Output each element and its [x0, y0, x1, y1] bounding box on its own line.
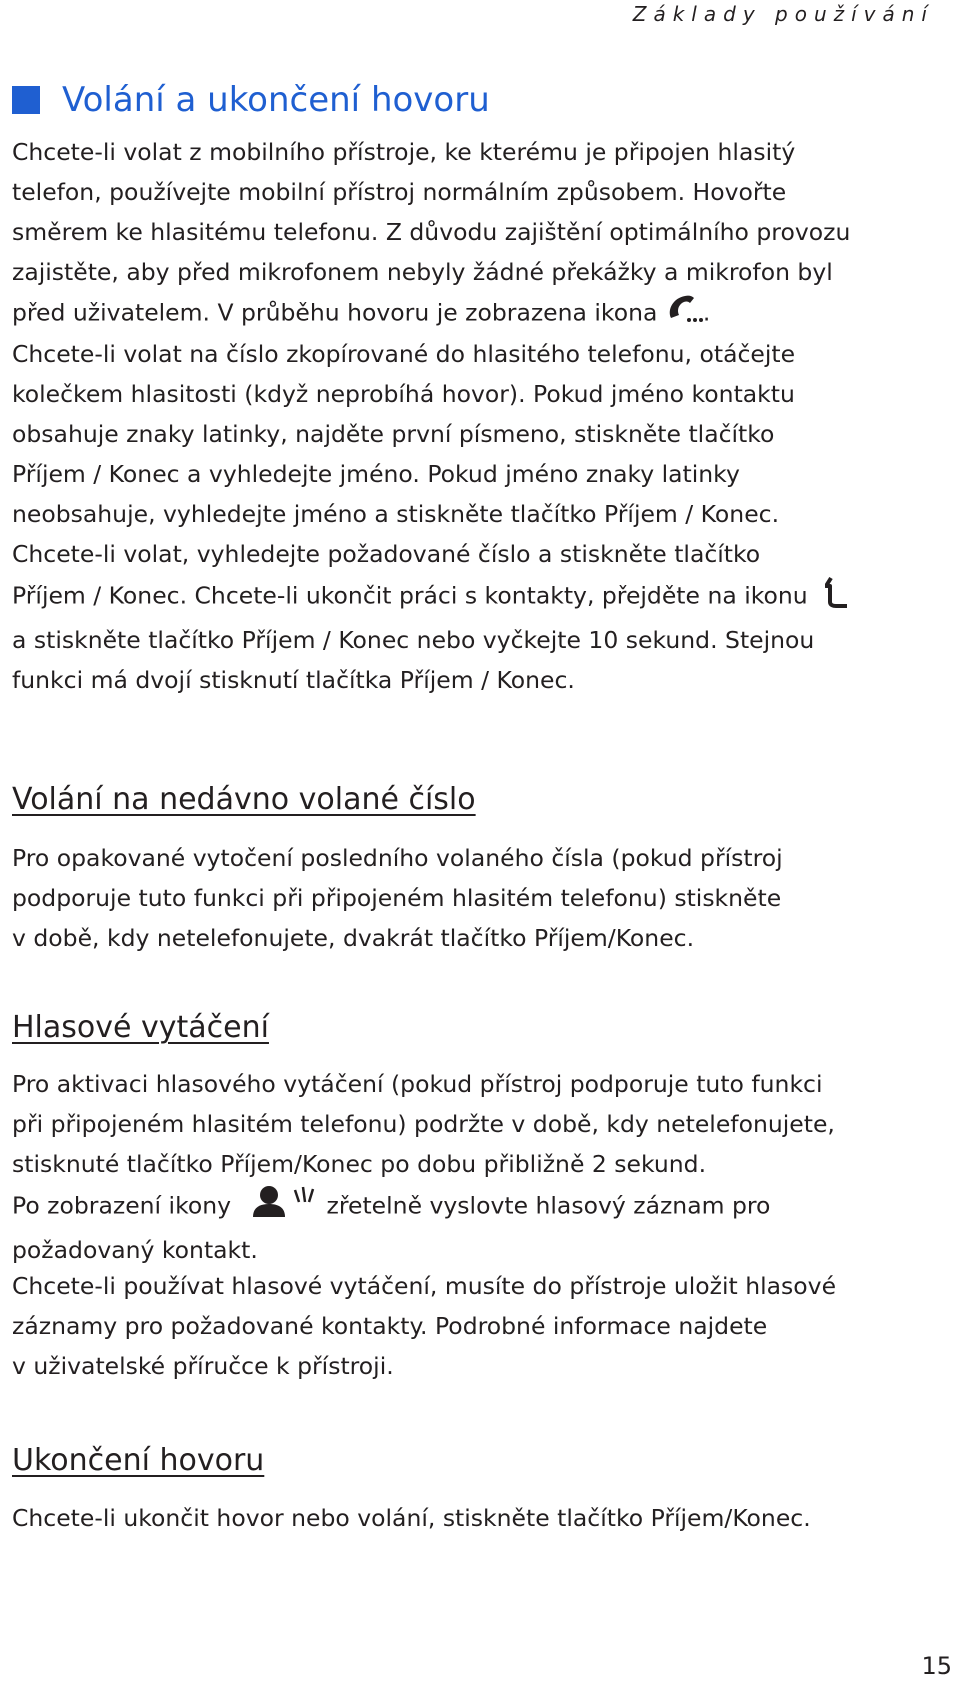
paragraph-end-call: [12, 1498, 942, 1538]
paragraph-voice-dialing: [12, 1064, 942, 1270]
text-line: Příjem / Konec a vyhledejte jméno. Pokud jméno znaky latinky: [12, 460, 740, 488]
text-line: při připojeném hlasitém telefonu) podržte v době, kdy netelefonujete,: [12, 1110, 835, 1138]
text-line: telefon, používejte mobilní přístroj normálním způsobem. Hovořte: [12, 178, 787, 206]
paragraph-voice-dialing-setup: [12, 1266, 942, 1386]
text-line: kolečkem hlasitosti (když neprobíhá hovor). Pokud jméno kontaktu: [12, 380, 795, 408]
text-line: Pro opakované vytočení posledního volaného čísla (pokud přístroj: [12, 844, 783, 872]
paragraph-redial: [12, 838, 942, 958]
text-line: funkci má dvojí stisknutí tlačítka Příjem / Konec.: [12, 666, 575, 694]
section-title-redial: Volání na nedávno volané číslo: [12, 782, 476, 817]
voice-dialing-icon: [247, 1184, 319, 1230]
text-line: požadovaný kontakt.: [12, 1236, 258, 1264]
section-title-calling: [12, 80, 490, 120]
heading-square-bullet: [12, 86, 40, 114]
text-line: Chcete-li volat na číslo zkopírované do hlasitého telefonu, otáčejte: [12, 340, 796, 368]
section-title-voice-dialing: Hlasové vytáčení: [12, 1010, 269, 1045]
text-line: záznamy pro požadované kontakty. Podrobné informace najdete: [12, 1312, 768, 1340]
text-line: zajistěte, aby před mikrofonem nebyly žádné překážky a mikrofon byl: [12, 258, 833, 286]
text-line: Chcete-li volat, vyhledejte požadované číslo a stiskněte tlačítko: [12, 540, 761, 568]
text-line: Pro aktivaci hlasového vytáčení (pokud přístroj podporuje tuto funkci: [12, 1070, 823, 1098]
text-line: neobsahuje, vyhledejte jméno a stiskněte tlačítko Příjem / Konec.: [12, 500, 780, 528]
text-line-with-icon: [12, 292, 942, 336]
phone-handset-icon: [665, 292, 703, 336]
page-number: 15: [921, 1652, 952, 1680]
text-line: Chcete-li používat hlasové vytáčení, musíte do přístroje uložit hlasové: [12, 1272, 837, 1300]
paragraph-calling-contacts: [12, 334, 942, 700]
text-line: v době, kdy netelefonujete, dvakrát tlačítko Příjem/Konec.: [12, 924, 695, 952]
section-title-calling-text: Volání a ukončení hovoru: [62, 80, 490, 120]
text-line: v uživatelské příručce k přístroji.: [12, 1352, 394, 1380]
text-fragment: Po zobrazení ikony: [12, 1191, 232, 1220]
text-line: směrem ke hlasitému telefonu. Z důvodu zajištění optimálního provozu: [12, 218, 851, 246]
text-line-with-icon: [12, 574, 942, 620]
text-fragment: Příjem / Konec. Chcete-li ukončit práci s kontakty, přejděte na ikonu: [12, 581, 808, 610]
text-fragment: .: [702, 298, 711, 327]
text-line-with-icon: [12, 1184, 942, 1230]
text-line: a stiskněte tlačítko Příjem / Konec nebo vyčkejte 10 sekund. Stejnou: [12, 626, 815, 654]
text-line: obsahuje znaky latinky, najděte první písmeno, stiskněte tlačítko: [12, 420, 775, 448]
text-line: Chcete-li volat z mobilního přístroje, ke kterému je připojen hlasitý: [12, 138, 796, 166]
text-fragment: před uživatelem. V průběhu hovoru je zobrazena ikona: [12, 298, 658, 327]
running-header: Základy používání: [632, 2, 934, 26]
text-fragment: zřetelně vyslovte hlasový záznam pro: [326, 1191, 771, 1220]
text-line: stisknuté tlačítko Příjem/Konec po dobu přibližně 2 sekund.: [12, 1150, 707, 1178]
paragraph-calling-intro: [12, 132, 942, 336]
text-line: Chcete-li ukončit hovor nebo volání, stiskněte tlačítko Příjem/Konec.: [12, 1504, 811, 1532]
section-title-end-call: Ukončení hovoru: [12, 1443, 265, 1478]
text-line: podporuje tuto funkci při připojeném hlasitém telefonu) stiskněte: [12, 884, 782, 912]
back-arrow-icon: [825, 574, 849, 620]
